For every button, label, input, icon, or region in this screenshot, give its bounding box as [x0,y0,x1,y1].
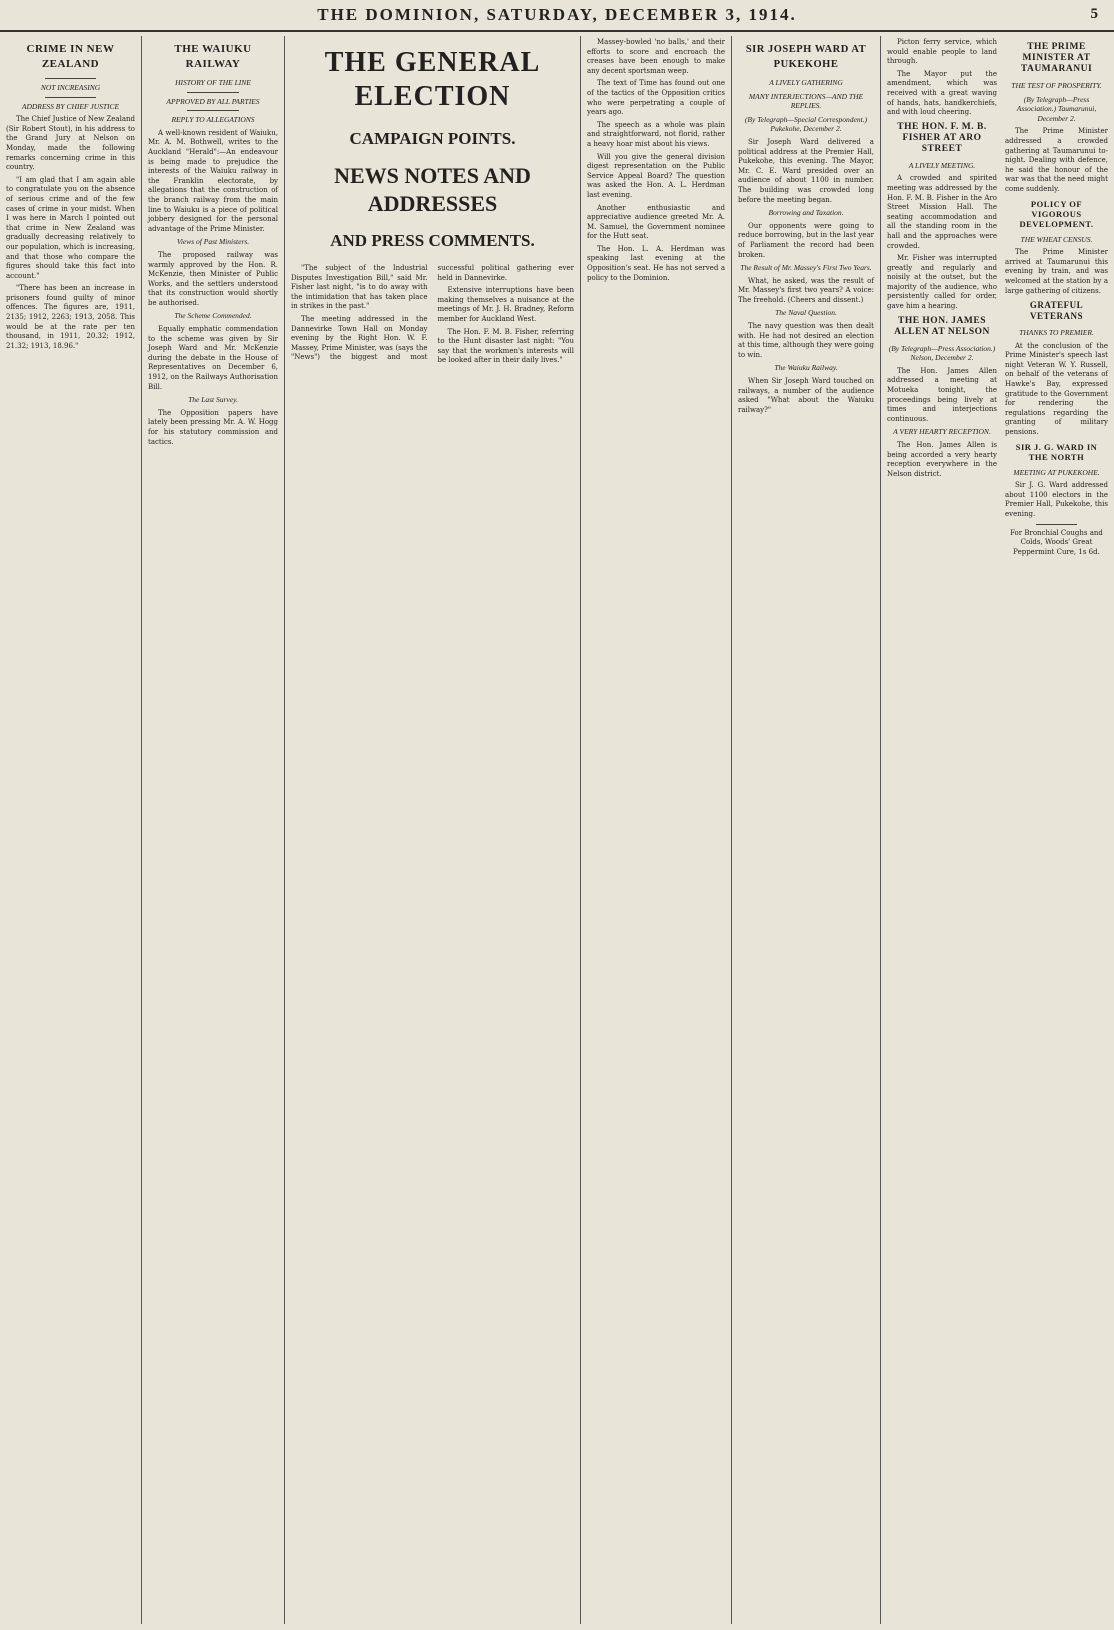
paragraph: Equally emphatic commendation to the scheme was given by Sir Joseph Ward and Mr. McKenzie during the debate in the House of Representatives on December 6, 1912, on the Railways Authorisation Bill. [148,325,278,391]
paragraph: The meeting addressed in the Dannevirke Town Hall on Monday evening by the Right Hon. W. F. Massey, Prime Minister, was (says the "News") the biggest and most successful political gathering ever held in Dannevirke. [291,264,574,362]
subhead-reply: REPLY TO ALLEGATIONS [171,115,255,125]
paragraph: A crowded and spirited meeting was addressed by the Hon. F. M. B. Fisher in the Aro Street Mission Hall. The seating accommodation and all the standing room in the hall and the approaches were crowded. [887,174,997,250]
column-continued [581,38,731,1624]
paragraph: The Chief Justice of New Zealand (Sir Robert Stout), in his address to the Grand Jury at Nelson on Monday, made the following remarks concerning crime in this country. [6,115,135,172]
paragraph: The Hon. James Allen addressed a meeting at Motueka tonight, the proceedings being lively at times and interjections continuous. [887,366,997,423]
paragraph: "There has been an increase in prisoners found guilty of minor offences. The figures are, 1911, 2135; 1912, 2263; 1913, 2058. This would be at the rate per ten thousand, in 1911, 20.32; 1912, 21.32; 1913, 18.96." [6,284,135,350]
section-heading: The Waiuku Railway. [774,363,838,373]
subcolumn-taumarunui [1005,38,1108,560]
paragraph: Mr. Fisher was interrupted greatly and regularly and noisily at the outset, but the majority of the audience, who persistently called for order, gave him a hearing. [887,254,997,311]
subhead-prosperity: THE TEST OF PROSPERITY. [1011,81,1102,90]
paragraph: The navy question was then dealt with. He had not desired an election at this time, although they were going to win. [738,322,874,359]
section-heading: The Last Survey. [188,395,238,405]
headline-policy: POLICY OF VIGOROUS DEVELOPMENT. [1019,198,1094,229]
column-prime-minister [881,38,1114,1624]
page-number: 5 [1090,6,1100,22]
paragraph: A well-known resident of Waiuku, Mr. A. M. Bothwell, writes to the Auckland "Herald":—An endeavour is being made to prejudice the interests of the Waiuku railway in the Franklin electorate, by allegations that the construction of the branch railway from the main line to Waiuku is a piece of political jobbery designed for the personal advantage of the Prime Minister. [148,128,278,233]
paragraph: "I am glad that I am again able to congratulate you on the absence of serious crime and of the few cases of crime in your midst. When I was here in March I pointed out that crime in New Zealand was gradually decreasing relatively to our population, which is increasing, and that those who compare the figures should take this fact into account." [6,175,135,280]
headline-allen: THE HON. JAMES ALLEN AT NELSON [894,315,990,337]
paragraph: The Hon. L. A. Herdman was speaking last evening at the Opposition's seat. He has not served a policy to the Dominion. [587,244,725,282]
two-subcolumns [887,38,1108,560]
subhead-news-notes: NEWS NOTES AND ADDRESSES [334,163,531,216]
headline-ward-north: SIR J. G. WARD IN THE NORTH [1015,441,1098,462]
subhead-press-comments: AND PRESS COMMENTS. [330,231,535,250]
paragraph: The speech as a whole was plain and straightforward, not florid, rather a heavy hoar mist about his views. [587,120,725,148]
subhead-history: HISTORY OF THE LINE [175,78,251,87]
paragraph: The proposed railway was warmly approved by the Hon. R. McKenzie, then Minister of Public Works, and the settlers understood that its construction would shortly be authorised. [148,250,278,307]
masthead-title: THE DOMINION, SATURDAY, DECEMBER 3, 1914. [317,5,797,24]
paragraph: The Hon. F. M. B. Fisher, referring to the Hunt disaster last night: "You say that the workmen's interests will be looked after in their daily lives." [437,327,574,365]
paragraph: Massey-bowled 'no balls,' and their efforts to score and encroach the creases have been enough to make any decent sportsman weep. [587,38,725,75]
dateline: (By Telegraph—Press Association.) Taumarunui, December 2. [1016,94,1097,123]
headline-ward: SIR JOSEPH WARD AT PUKEKOHE [745,44,867,70]
headline-prime-minister: THE PRIME MINISTER AT TAUMARANUI [1020,42,1093,74]
headline-crime: CRIME IN NEW ZEALAND [26,43,115,70]
paragraph: The Opposition papers have lately been pressing Mr. A. W. Hogg for his statutory commission and tactics. [148,408,278,446]
divider [45,97,97,98]
subcolumn-aro-street [887,38,997,560]
headline-general-election: THE GENERAL ELECTION [324,47,541,112]
divider [187,92,239,93]
subhead-not-increasing: NOT INCREASING [40,83,101,92]
subhead-address: ADDRESS BY CHIEF JUSTICE [21,101,120,111]
section-heading: The Naval Question. [775,308,837,318]
paragraph: Will you give the general division digest representation on the Public Service Appeal Board? The question was asked the Hon. A. L. Herdman last evening. [587,152,725,199]
section-heading: A VERY HEARTY RECEPTION. [893,427,991,437]
column-crime [0,38,141,1624]
paragraph: The Hon. James Allen is being accorded a very hearty reception everywhere in the Nelson district. [887,441,997,478]
article-body [291,264,574,366]
column-ward-pukekohe [732,38,880,1624]
paragraph: "The subject of the Industrial Disputes Investigation Bill," said Mr. Fisher last night, "is to do away with the intimidation that has taken place in strikes in the past." [291,264,428,311]
subhead-thanks: THANKS TO PREMIER. [1019,328,1094,338]
section-heading: Borrowing and Taxation. [768,208,844,218]
paragraph: The text of Time has found out one of the tactics of the Opposition critics who were perpetrating a couple of years ago. [587,79,725,117]
subhead-lively-meeting: A LIVELY MEETING. [908,160,976,170]
headline-veterans: GRATEFUL VETERANS [1029,300,1084,322]
headline-waiuku: THE WAIUKU RAILWAY [174,43,252,70]
divider [1036,524,1077,525]
subhead-campaign-points: CAMPAIGN POINTS. [349,129,516,148]
paragraph: Another enthusiastic and appreciative audience greeted Mr. A. M. Samuel, the Government nominee for the Hutt seat. [587,203,725,241]
dateline: (By Telegraph—Special Correspondent.) Pukekohe, December 2. [744,114,868,134]
paragraph: Sir J. G. Ward addressed about 1100 electors in the Premier Hall, Pukekohe, this evening. [1005,481,1108,518]
subhead-wheat: THE WHEAT CENSUS. [1020,234,1093,244]
subhead-interjections: MANY INTERJECTIONS—AND THE REPLIES. [748,91,864,111]
advertisement: For Bronchial Coughs and Colds, Woods' Great Peppermint Cure, 1s 6d. [1010,528,1103,556]
divider [45,78,97,79]
paragraph: When Sir Joseph Ward touched on railways, a number of the audience asked "What about the Waiuku railway?" [738,377,874,414]
paragraph: Sir Joseph Ward delivered a political address at the Premier Hall, Pukekohe, this evening. The Mayor, Mr. C. E. Ward presided over an audience of about 1100 in number. The building was crowded long before the meeting began. [738,137,874,204]
headline-fisher: THE HON. F. M. B. FISHER AT ARO STREET [897,121,987,154]
subhead-approved: APPROVED BY ALL PARTIES [166,96,260,106]
masthead [0,0,1114,32]
column-waiuku-railway [142,38,284,1624]
paragraph: Extensive interruptions have been making themselves a nuisance at the meetings of Mr. J. H. Bradney, Reform member for Auckland West. [437,286,574,323]
divider [187,110,239,111]
section-heading: The Result of Mr. Massey's First Two Years. [740,263,872,273]
dateline: (By Telegraph—Press Association.) Nelson, December 2. [888,343,996,363]
subhead-lively: A LIVELY GATHERING [769,78,843,87]
paragraph: The Prime Minister addressed a crowded gathering at Taumarunui to-night. Dealing with defence, he said the honour of the war was that the need might come suddenly. [1005,127,1108,193]
section-heading: Views of Past Ministers. [176,237,250,247]
paragraph: The Prime Minister arrived at Taumarunui this evening by train, and was welcomed at the station by a large gathering of citizens. [1005,248,1108,295]
paragraph: At the conclusion of the Prime Minister's speech last night Veteran W. Y. Russell, on behalf of the veterans of Hawke's Bay, expressed gratitude to the Government for rendering the regulations regarding the granting of military pensions. [1005,341,1108,437]
paragraph: Picton ferry service, which would enable people to land through. [887,38,997,66]
paragraph: Our opponents were going to reduce borrowing, but in the last year of Parliament the record had been broken. [738,221,874,259]
column-general-election [285,38,580,1624]
paragraph: What, he asked, was the result of Mr. Massey's first two years? A voice: The freehold. (Cheers and dissent.) [738,276,874,304]
section-heading: The Scheme Commended. [174,311,252,321]
paragraph: The Mayor put the amendment, which was received with a great waving of hands, hats, handkerchiefs, and with loud cheering. [887,69,997,117]
subhead-meeting: MEETING AT PUKEKOHE. [1013,467,1100,477]
